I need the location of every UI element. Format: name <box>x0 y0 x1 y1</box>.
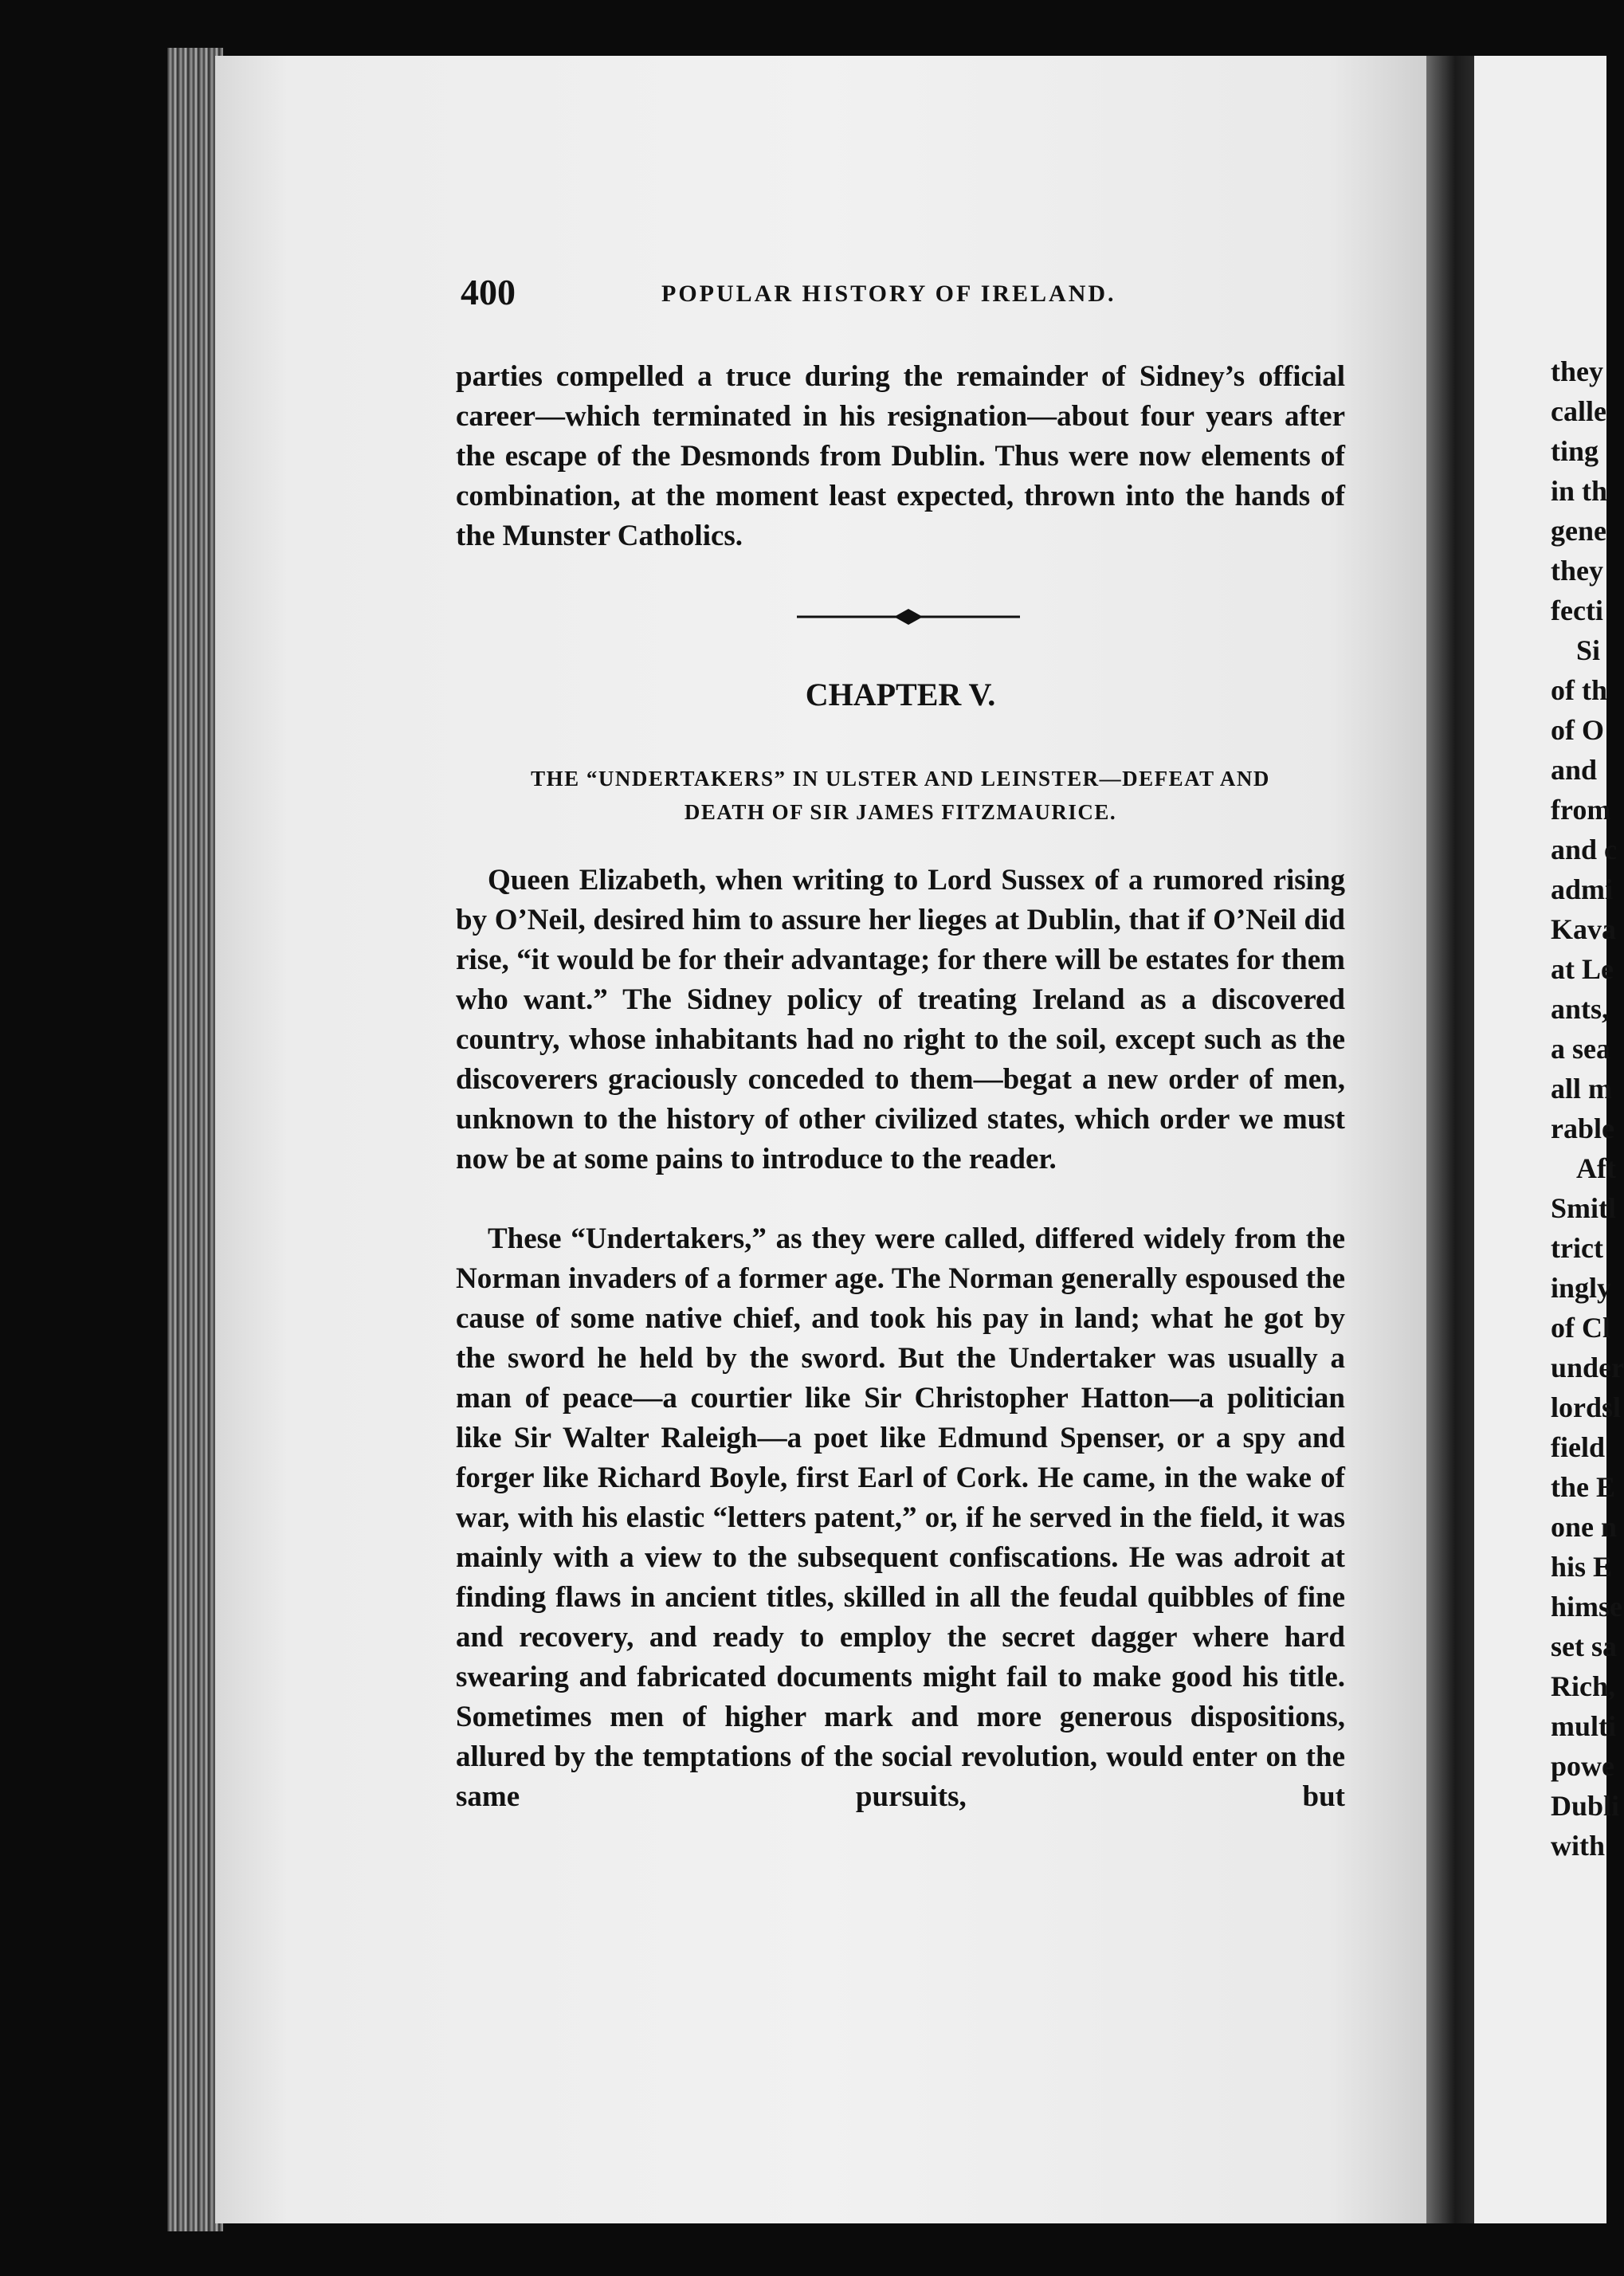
adjacent-page-fragment: they <box>1551 555 1603 587</box>
chapter-subtitle-line-1: THE “UNDERTAKERS” IN ULSTER AND LEINSTER—DEFEAT AND <box>531 767 1270 791</box>
adjacent-page-fragment: fecti <box>1551 595 1603 626</box>
adjacent-page-fragment: one n <box>1551 1511 1618 1543</box>
adjacent-page-fragment: admi <box>1551 873 1614 905</box>
adjacent-page-fragment: at Le <box>1551 953 1614 985</box>
adjacent-page-fragment: Aft <box>1576 1152 1616 1184</box>
adjacent-page-fragment: ingly <box>1551 1272 1612 1304</box>
running-title: POPULAR HISTORY OF IRELAND. <box>661 281 1116 307</box>
adjacent-page-fragment: of th <box>1551 674 1607 706</box>
adjacent-page-fragment: and c <box>1551 834 1618 865</box>
adjacent-page-fragment: ting <box>1551 435 1599 467</box>
adjacent-page-fragment: rable <box>1551 1112 1614 1144</box>
adjacent-page-fragment: trict <box>1551 1232 1603 1264</box>
page-header <box>461 271 1353 319</box>
adjacent-page-fragment: calle <box>1551 395 1606 427</box>
adjacent-page-fragment: they <box>1551 355 1603 387</box>
adjacent-page-fragment: field <box>1551 1431 1605 1463</box>
adjacent-page <box>1474 56 1624 2223</box>
adjacent-page-fragment: Kava <box>1551 913 1617 945</box>
adjacent-page-fragment: gene <box>1551 515 1606 547</box>
adjacent-page-fragment: set sa <box>1551 1630 1617 1662</box>
chapter-subtitle <box>456 762 1345 829</box>
adjacent-page-fragment: a sea <box>1551 1033 1610 1065</box>
chapter-title: CHAPTER V. <box>805 677 996 712</box>
book-gutter <box>1426 56 1474 2223</box>
adjacent-page-fragment: of O <box>1551 714 1604 746</box>
adjacent-page-fragment: in th <box>1551 475 1608 507</box>
adjacent-page-fragment: from <box>1551 794 1611 826</box>
adjacent-page-fragment: powe <box>1551 1750 1614 1782</box>
chapter-ornament-divider <box>797 606 1020 628</box>
chapter-subtitle-line-2: DEATH OF SIR JAMES FITZMAURICE. <box>684 800 1117 824</box>
continuation-text: parties compelled a truce during the remainder of Sidney’s official career—which terminated in his resignation—about four years after the escape of the Desmonds from Dublin. Thus were now elements of combination, at the moment least expected, thrown into the hands of the Munster Catholics. <box>456 360 1345 552</box>
adjacent-page-fragment: lordsl <box>1551 1391 1622 1423</box>
adjacent-page-fragment: with <box>1551 1830 1606 1862</box>
adjacent-page-fragment: Si <box>1576 634 1601 666</box>
adjacent-page-fragment: himse <box>1551 1591 1622 1623</box>
adjacent-page-fragment: of Cl <box>1551 1312 1610 1344</box>
body-paragraph-1 <box>456 861 1345 1179</box>
paragraph-2-text: These “Undertakers,” as they were called, differed widely from the Norman invaders of a former age. The Norman generally espoused the cause of some native chief, and took his pay in land; what he got by the sword he held by the sword. But the Undertaker was usually a man of peace—a courtier like Sir Christopher Hatton—a politician like Sir Walter Raleigh—a poet like Edmund Spenser, or a spy and forger like Richard Boyle, first Earl of Cork. He came, in the wake of war, with his elastic “letters patent,” or, if he served in the field, it was mainly with a view to the subsequent confiscations. He was adroit at finding flaws in ancient titles, skilled in all the feudal quibbles of fine and recovery, and ready to employ the secret dagger where hard swearing and fabricated documents might fail to make good his title. Sometimes men of higher mark and more generous dispositions, allured by the temptations of the social revolution, would enter on the same pursuits, but <box>456 1222 1345 1813</box>
adjacent-page-fragment: all m <box>1551 1073 1612 1105</box>
page-number: 400 <box>461 272 516 312</box>
adjacent-page-fragment: the E <box>1551 1471 1615 1503</box>
continuation-paragraph <box>456 357 1345 556</box>
adjacent-page-fragment: his E <box>1551 1551 1613 1583</box>
adjacent-page-fragment: multi <box>1551 1710 1617 1742</box>
adjacent-page-fragment: Dubli <box>1551 1790 1620 1822</box>
adjacent-page-fragment: ants, <box>1551 993 1610 1025</box>
adjacent-page-fragment: and <box>1551 754 1598 786</box>
adjacent-page-fragment: Rich, <box>1551 1670 1615 1702</box>
adjacent-page-fragment: under <box>1551 1352 1624 1383</box>
body-paragraph-2 <box>456 1219 1345 1817</box>
paragraph-1-text: Queen Elizabeth, when writing to Lord Sussex of a rumored rising by O’Neil, desired him to assure her lieges at Dublin, that if O’Neil did rise, “it would be for their advantage; for there will be estates for them who want.” The Sidney policy of treating Ireland as a discovered country, whose inhabitants had no right to the soil, except such as the discoverers graciously conceded to them—begat a new order of men, unknown to the history of other civilized states, which order we must now be at some pains to introduce to the reader. <box>456 864 1345 1175</box>
adjacent-page-fragment: Smitl <box>1551 1192 1617 1224</box>
